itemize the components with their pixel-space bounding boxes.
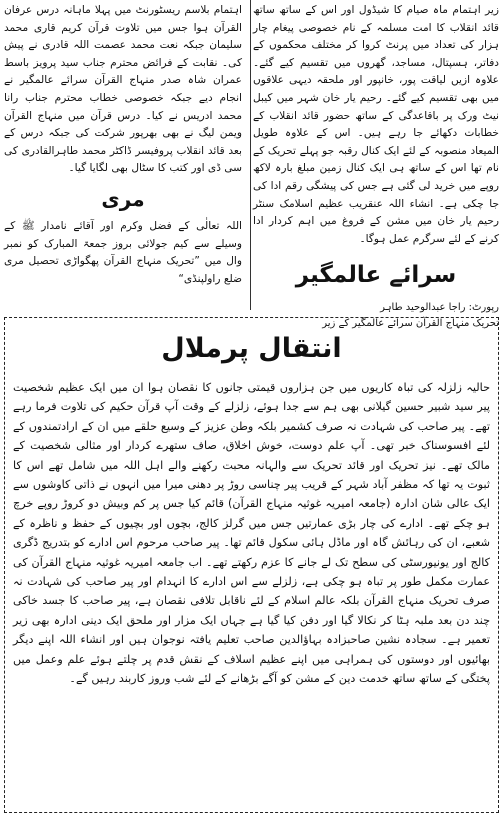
news-columns	[0, 0, 503, 330]
column-divider	[250, 0, 251, 310]
rahim-yar-khan-report: زیر اہتمام ماہ صیام کا شیڈول اور اس کے ساتھ ساتھ قائد انقلاب کا امت مسلمہ کے نام خصوصی پیغام چار ہزار کی تعداد میں پرنٹ کروا کر مختلف محکموں کے دفاتر، ہسپتال، مساجد، گھروں میں تقسیم کیے گئے۔ علاوہ ازیں لیاقت پور، خانپور اور ملحقہ دیہی علاقوں میں بھی تقسیم کیے گئے۔ رحیم یار خان شہر میں کیبل نیٹ ورک پر باقاعدگی کے ساتھ حضور قائد انقلاب کے خطابات دکھائے جا رہے ہیں۔ اس کے علاوہ طویل المیعاد منصوبہ کے لئے ایک کنال رقبہ جو پہلے تحریک کے نام تھا اس کے ساتھ ہی ایک کنال زمین مبلغ بارہ لاکھ روپے میں خرید لی گئی ہے جس کی پیشگی رقم ادا کی جا چکی ہے۔ انشاء اللہ عنقریب عظیم اسلامک سنٹر رحیم یار خان میں مشن کے فروغ میں اہم کردار ادا کرنے کے لئے سرگرم عمل ہوگا۔	[253, 4, 499, 245]
obituary-title: انتقال پرملال	[161, 333, 342, 364]
left-column	[4, 2, 242, 288]
section-heading-sarai-alamgir: سرائے عالمگیر	[295, 262, 457, 289]
obituary-box	[4, 317, 499, 813]
section-heading-murree: مری	[101, 186, 145, 211]
byline-organization: تحریک منہاج القرآن سرائے عالمگیر کے زیر	[322, 318, 499, 330]
obituary-body	[13, 378, 490, 689]
obituary-paragraph: حالیہ زلزلہ کی تباہ کاریوں میں جن ہزاروں قیمتی جانوں کا نقصان ہوا ان میں ایک عظیم شخصیت پیر سید شبیر حسین گیلانی بھی ہم سے جدا ہوئے، زلزلے کے وقت آپ قرآن حکیم کی تلاوت فرما رہے تھے۔ پیر صاحب کی شہادت نہ صرف کشمیر بلکہ وطن عزیز کے وسیع حلقے میں ان کے ارادتمندوں کے لئے افسوسناک خبر تھی۔ آپ علم دوست، خوش اخلاق، صاف ستھرے کردار اور مثالی شخصیت کے مالک تھے۔ نیز تحریک اور قائد تحریک سے والہانہ محبت رکھنے والے اہل اللہ میں شامل تھے اس کا ثبوت یہ تھا کہ مظفر آباد شہر کے قریب پیر چناسی روڑ پر دھنی میرا میں انہوں نے ذاتی کاوشوں سے ایک عالی شان ادارہ (جامعہ امیریہ غوثیہ منہاج القرآن) قائم کیا جس پر کم وبیش دو کروڑ روپے خرچ ہو چکے تھے۔ ادارے کی چار بڑی عمارتیں جس میں گرلز کالج، بچوں اور بچیوں کے حفظ و ناظرہ کے شعبے، ان کی رہائش گاہ اور ماڈل ہائی سکول قائم تھا۔ پیر صاحب مرحوم اس ادارے کو بتدریج ڈگری کالج اور یونیورسٹی کی سطح تک لے جانے کا عزم رکھتے تھے۔ اب جامعہ امیریہ غوثیہ منہاج القرآن کی عمارت مکمل طور پر تباہ ہو چکی ہے، زلزلے سے اس ادارے کا انہدام اور پیر صاحب کی شہادت نہ صرف تحریک منہاج القرآن بلکہ عالم اسلام کے لئے ناقابل تلافی نقصان ہے، پیر صاحب کا جسد خاکی چند دن بعد ملبہ ہٹا کر نکالا گیا اور دفن کیا گیا ہے جہاں ایک مزار اور ملحق ایک دینی ادارہ بھی زیر تعمیر ہے۔ سجادہ نشین صاحبزادہ بہاؤالدین صاحب تعلیم یافتہ نوجوان ہیں اور انشاء اللہ اپنے دیگر بھائیوں اور دوستوں کی ہمراہی میں اپنے عظیم اسلاف کے نقش قدم پر چلتے ہوئے علم وعمل میں پختگی کے ساتھ ساتھ خدمت دین کے مشن کو آگے بڑھانے کے لئے شب وروز کاربند رہیں گے۔	[13, 381, 490, 686]
dars-quran-report: اہتمام بلاسم ریسٹورنٹ میں پہلا ماہانہ درس عرفان القرآن ہوا جس میں تلاوت قرآن کریم قاری محمد سلیمان جبکہ نعت محمد عصمت اللہ قادری نے پیش کی۔ نقابت کے فرائض محترم جناب سید پرویز باسط عمران شاہ صدر منہاج القرآن سرائے عالمگیر نے انجام دیے جبکہ خصوصی خطاب محترم جناب رانا محمد ادریس نے کیا۔ درس قرآن میں منہاج القرآن ویمن لیگ نے بھی بھرپور شرکت کی جبکہ درس کے بعد قائد انقلاب پروفیسر ڈاکٹر محمد طاہرالقادری کی سی ڈی اور کتب کا سٹال بھی لگایا گیا۔	[4, 4, 242, 175]
murree-report: اللہ تعالٰی کے فضل وکرم اور آقائے نامدار ﷺ کے وسیلے سے کیم جولائی بروز جمعۃ المبارک کو نمبر وال میں ”تحریک منہاج القرآن پھگواڑی تحصیل مری ضلع راولپنڈی“	[4, 219, 242, 285]
byline-reporter: رپورٹ: راجا عبدالوحید طاہر	[380, 302, 499, 314]
right-column	[253, 2, 499, 332]
